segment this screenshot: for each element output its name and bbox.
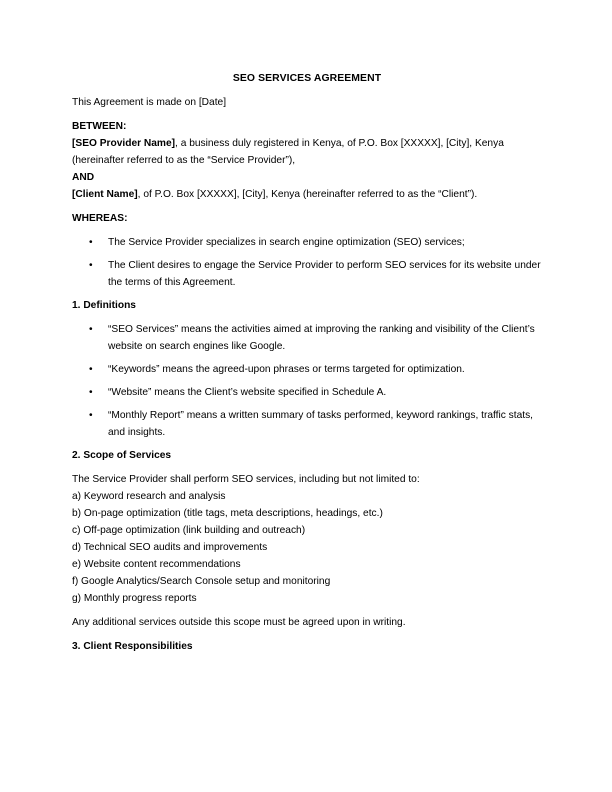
bullet-icon: • bbox=[89, 387, 93, 398]
between-heading: BETWEEN: bbox=[72, 121, 127, 132]
bullet-icon: • bbox=[89, 237, 93, 248]
whereas-list bbox=[72, 234, 542, 291]
scope-item-g: g) Monthly progress reports bbox=[72, 593, 197, 604]
list-item bbox=[72, 234, 541, 251]
scope-item-e: e) Website content recommendations bbox=[72, 559, 241, 570]
definitions-heading: 1. Definitions bbox=[72, 300, 136, 311]
whereas-heading: WHEREAS: bbox=[72, 213, 128, 224]
definition-website: “Website” means the Client’s website specified in Schedule A. bbox=[108, 387, 387, 398]
and-label: AND bbox=[72, 172, 95, 183]
provider-designation: (hereinafter referred to as the “Service Provider”), bbox=[72, 155, 296, 166]
scope-item-a: a) Keyword research and analysis bbox=[72, 491, 226, 502]
client-party bbox=[72, 186, 542, 203]
bullet-icon: • bbox=[89, 260, 93, 271]
whereas-item-1: The Service Provider specializes in search engine optimization (SEO) services; bbox=[108, 237, 465, 248]
document-title: SEO SERVICES AGREEMENT bbox=[232, 73, 382, 84]
definition-keywords: “Keywords” means the agreed-upon phrases or terms targeted for optimization. bbox=[108, 364, 465, 375]
scope-heading: 2. Scope of Services bbox=[72, 450, 172, 461]
provider-party bbox=[72, 135, 542, 152]
scope-item-c: c) Off-page optimization (link building and outreach) bbox=[72, 525, 306, 536]
bullet-icon: • bbox=[89, 324, 93, 335]
agreement-date-line: This Agreement is made on [Date] bbox=[72, 97, 227, 108]
provider-details: , a business duly registered in Kenya, of P.O. Box [XXXXX], [City], Kenya bbox=[175, 138, 504, 149]
document-page bbox=[72, 70, 542, 655]
scope-closing: Any additional services outside this scope must be agreed upon in writing. bbox=[72, 617, 406, 628]
definition-seo-services: “SEO Services” means the activities aimed at improving the ranking and visibility of the Client’s website on search engines like Google. bbox=[108, 324, 535, 352]
bullet-icon: • bbox=[89, 364, 93, 375]
scope-item-b: b) On-page optimization (title tags, meta descriptions, headings, etc.) bbox=[72, 508, 383, 519]
list-item bbox=[72, 257, 541, 291]
provider-name: [SEO Provider Name] bbox=[72, 138, 176, 149]
scope-item-f: f) Google Analytics/Search Console setup and monitoring bbox=[72, 576, 331, 587]
scope-list bbox=[72, 488, 542, 607]
definition-monthly-report: “Monthly Report” means a written summary of tasks performed, keyword rankings, traffic stats, and insights. bbox=[108, 410, 534, 438]
list-item bbox=[72, 407, 541, 441]
client-details: , of P.O. Box [XXXXX], [City], Kenya (hereinafter referred to as the “Client”). bbox=[137, 189, 478, 200]
definitions-list bbox=[72, 321, 542, 441]
client-name: [Client Name] bbox=[72, 189, 138, 200]
client-responsibilities-heading: 3. Client Responsibilities bbox=[72, 641, 193, 652]
list-item bbox=[72, 361, 541, 378]
scope-intro: The Service Provider shall perform SEO services, including but not limited to: bbox=[72, 474, 420, 485]
whereas-item-2: The Client desires to engage the Service Provider to perform SEO services for its website under the terms of this Agreement. bbox=[108, 260, 541, 288]
bullet-icon: • bbox=[89, 410, 93, 421]
list-item bbox=[72, 384, 541, 401]
list-item bbox=[72, 321, 541, 355]
scope-item-d: d) Technical SEO audits and improvements bbox=[72, 542, 268, 553]
